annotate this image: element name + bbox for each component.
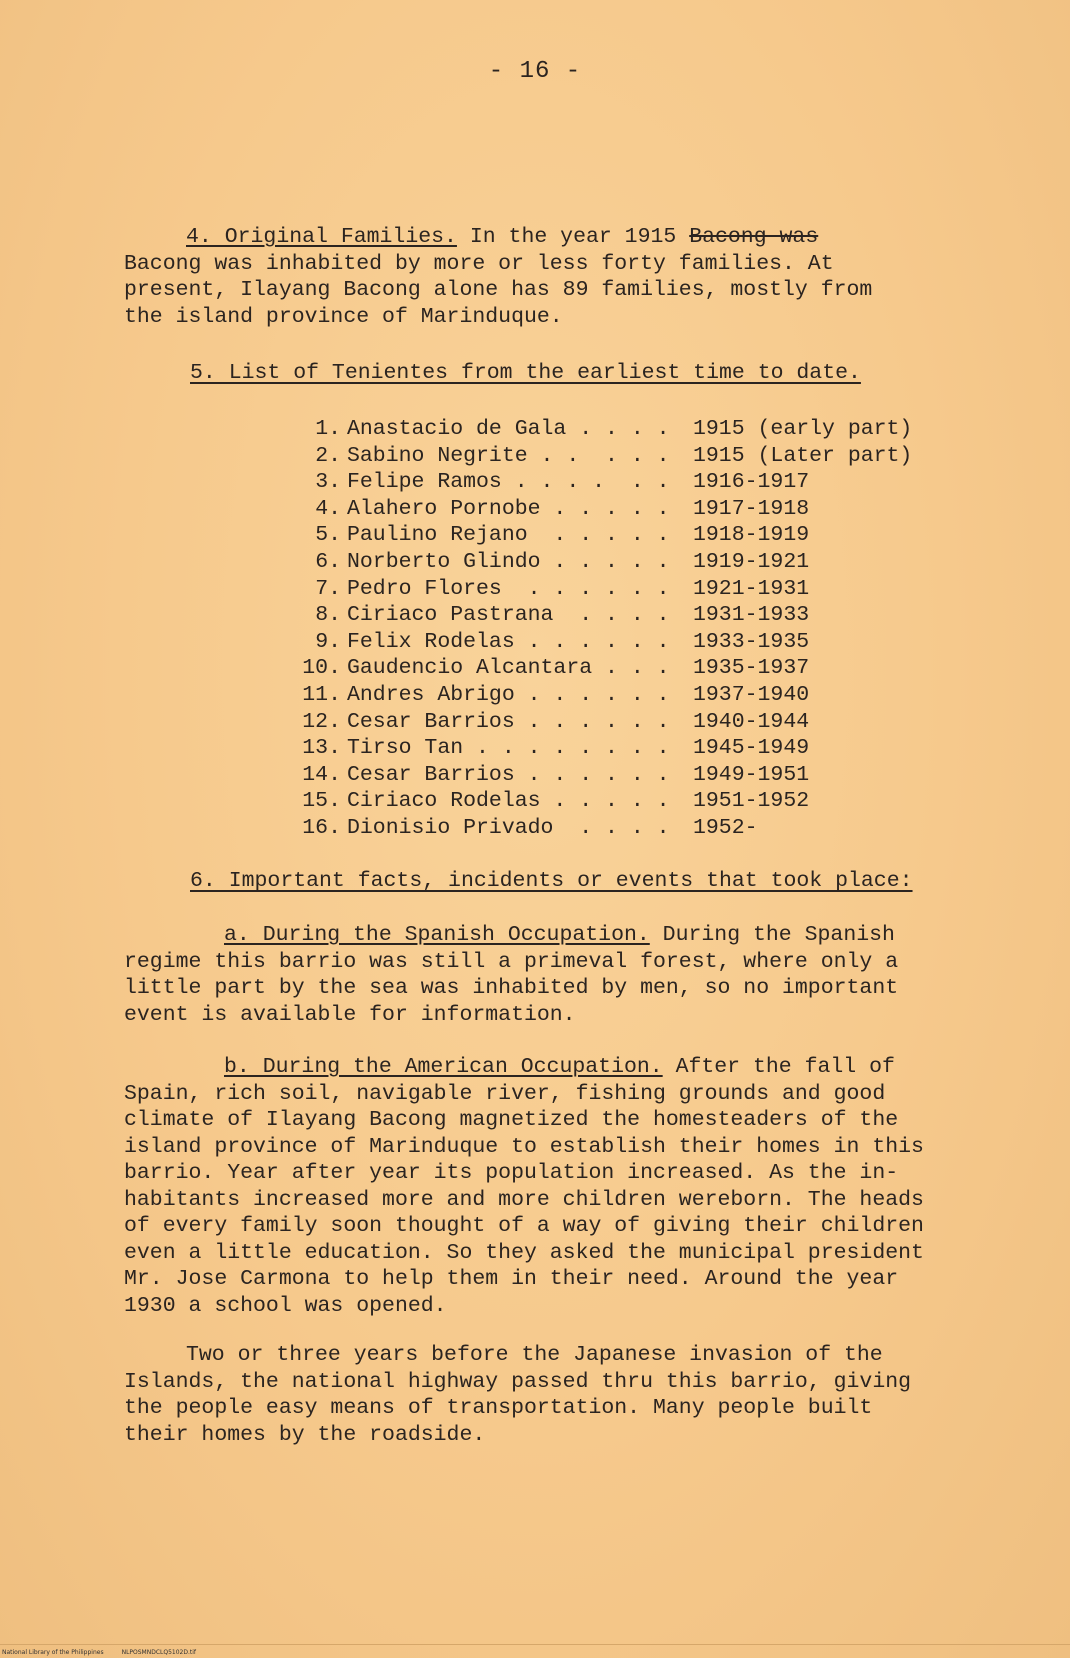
section-4-text-a: In the year 1915 bbox=[456, 225, 690, 249]
teniente-row bbox=[285, 735, 985, 762]
teniente-name: Gaudencio Alcantara . . . bbox=[347, 656, 670, 681]
teniente-number: 16. bbox=[302, 815, 341, 840]
teniente-years: 1951-1952 bbox=[693, 789, 810, 814]
teniente-row bbox=[285, 496, 985, 523]
teniente-number: 6. bbox=[315, 549, 341, 574]
teniente-years: 1915 (early part) bbox=[693, 417, 913, 441]
teniente-number: 11. bbox=[302, 682, 341, 707]
teniente-row bbox=[285, 629, 985, 656]
teniente-name: Cesar Barrios . . . . . . bbox=[347, 762, 670, 787]
teniente-years: 1949-1951 bbox=[693, 762, 810, 787]
teniente-name: Tirso Tan . . . . . . . . bbox=[347, 736, 670, 761]
teniente-years: 1931-1933 bbox=[693, 603, 810, 628]
teniente-number: 7. bbox=[315, 576, 341, 601]
teniente-row bbox=[285, 576, 985, 603]
teniente-years: 1933-1935 bbox=[693, 629, 810, 654]
teniente-row bbox=[285, 762, 985, 789]
teniente-name: Dionisio Privado . . . . bbox=[347, 815, 670, 840]
teniente-row bbox=[285, 522, 985, 549]
teniente-years: 1917-1918 bbox=[693, 496, 810, 521]
section-6-heading: 6. Important facts, incidents or events that took place: bbox=[190, 869, 913, 893]
teniente-number: 4. bbox=[315, 496, 341, 521]
teniente-row bbox=[285, 788, 985, 815]
teniente-years: 1937-1940 bbox=[693, 682, 810, 707]
teniente-number: 10. bbox=[302, 656, 341, 681]
section-6b-american-occupation bbox=[124, 1054, 964, 1319]
teniente-number: 12. bbox=[302, 709, 341, 734]
tenientes-list bbox=[285, 416, 985, 842]
footer-file-id: NLPOSMNDCLQ5102D.tif bbox=[121, 1649, 197, 1656]
section-4-struck-text: Bacong was bbox=[689, 225, 819, 249]
teniente-years: 1940-1944 bbox=[693, 709, 810, 734]
teniente-name: Felix Rodelas . . . . . . bbox=[347, 629, 670, 654]
teniente-number: 5. bbox=[315, 523, 341, 548]
teniente-years: 1915 (Later part) bbox=[693, 443, 913, 468]
teniente-number: 3. bbox=[315, 470, 341, 495]
teniente-row bbox=[285, 416, 985, 443]
teniente-name: Ciriaco Pastrana . . . . bbox=[347, 603, 670, 628]
scan-edge-divider bbox=[0, 1644, 1070, 1645]
teniente-number: 15. bbox=[302, 789, 341, 814]
section-4-text-b: Bacong was inhabited by more or less forty families. At present, Ilayang Bacong alone has 89 families, mostly from the island province of Marinduque. bbox=[124, 251, 873, 329]
page-number: - 16 - bbox=[488, 58, 582, 85]
teniente-number: 14. bbox=[302, 762, 341, 787]
teniente-name: Paulino Rejano . . . . . bbox=[347, 523, 670, 548]
section-4-original-families bbox=[124, 224, 964, 330]
teniente-name: Anastacio de Gala . . . . bbox=[347, 417, 670, 441]
teniente-years: 1918-1919 bbox=[693, 523, 810, 548]
teniente-number: 13. bbox=[302, 736, 341, 761]
footer-library: National Library of the Philippines bbox=[2, 1649, 104, 1656]
teniente-number: 1. bbox=[315, 417, 341, 441]
teniente-row bbox=[285, 655, 985, 682]
teniente-row bbox=[285, 682, 985, 709]
teniente-row bbox=[285, 469, 985, 496]
teniente-row bbox=[285, 815, 985, 842]
teniente-row bbox=[285, 549, 985, 576]
teniente-name: Pedro Flores . . . . . . bbox=[347, 576, 670, 601]
scan-footer bbox=[2, 1649, 214, 1656]
teniente-name: Felipe Ramos . . . . . . bbox=[347, 470, 670, 495]
teniente-years: 1952- bbox=[693, 815, 758, 840]
teniente-years: 1935-1937 bbox=[693, 656, 810, 681]
teniente-name: Alahero Pornobe . . . . . bbox=[347, 496, 670, 521]
section-6b-heading: b. During the American Occupation. bbox=[224, 1055, 663, 1079]
teniente-number: 8. bbox=[315, 603, 341, 628]
teniente-name: Norberto Glindo . . . . . bbox=[347, 549, 670, 574]
teniente-name: Andres Abrigo . . . . . . bbox=[347, 682, 670, 707]
teniente-years: 1921-1931 bbox=[693, 576, 810, 601]
section-6b-text: After the fall of Spain, rich soil, navigable river, fishing grounds and good climate of Ilayang Bacong magnetized the homesteaders of the island province of Marinduque to establish their homes in this barrio. Year after year its population increased. As the in- habitants increased more and more children wereborn. The heads of every family soon thought of a way of giving their children even a little education. So they asked the municipal president Mr. Jose Carmona to help them in their need. Around the year 1930 a school was opened. bbox=[124, 1055, 924, 1318]
teniente-number: 2. bbox=[315, 443, 341, 468]
teniente-name: Sabino Negrite . . . . . bbox=[347, 443, 670, 468]
section-6a-text: During the Spanish regime this barrio was still a primeval forest, where only a little part by the sea was inhabited by men, so no important event is available for information. bbox=[124, 923, 899, 1027]
section-4-heading: 4. Original Families. bbox=[186, 225, 457, 249]
teniente-name: Cesar Barrios . . . . . . bbox=[347, 709, 670, 734]
section-5-heading: 5. List of Tenientes from the earliest time to date. bbox=[190, 361, 861, 385]
teniente-row bbox=[285, 443, 985, 470]
section-6a-heading: a. During the Spanish Occupation. bbox=[224, 923, 650, 947]
teniente-years: 1919-1921 bbox=[693, 549, 810, 574]
section-6b-highway-paragraph: Two or three years before the Japanese invasion of the Islands, the national highway passed thru this barrio, giving the people easy means of transportation. Many people built their homes by the roadside. bbox=[124, 1343, 912, 1447]
teniente-row bbox=[285, 602, 985, 629]
teniente-years: 1945-1949 bbox=[693, 736, 810, 761]
teniente-number: 9. bbox=[315, 629, 341, 654]
section-6a-spanish-occupation bbox=[124, 922, 964, 1028]
teniente-years: 1916-1917 bbox=[693, 470, 810, 495]
teniente-name: Ciriaco Rodelas . . . . . bbox=[347, 789, 670, 814]
teniente-row bbox=[285, 709, 985, 736]
